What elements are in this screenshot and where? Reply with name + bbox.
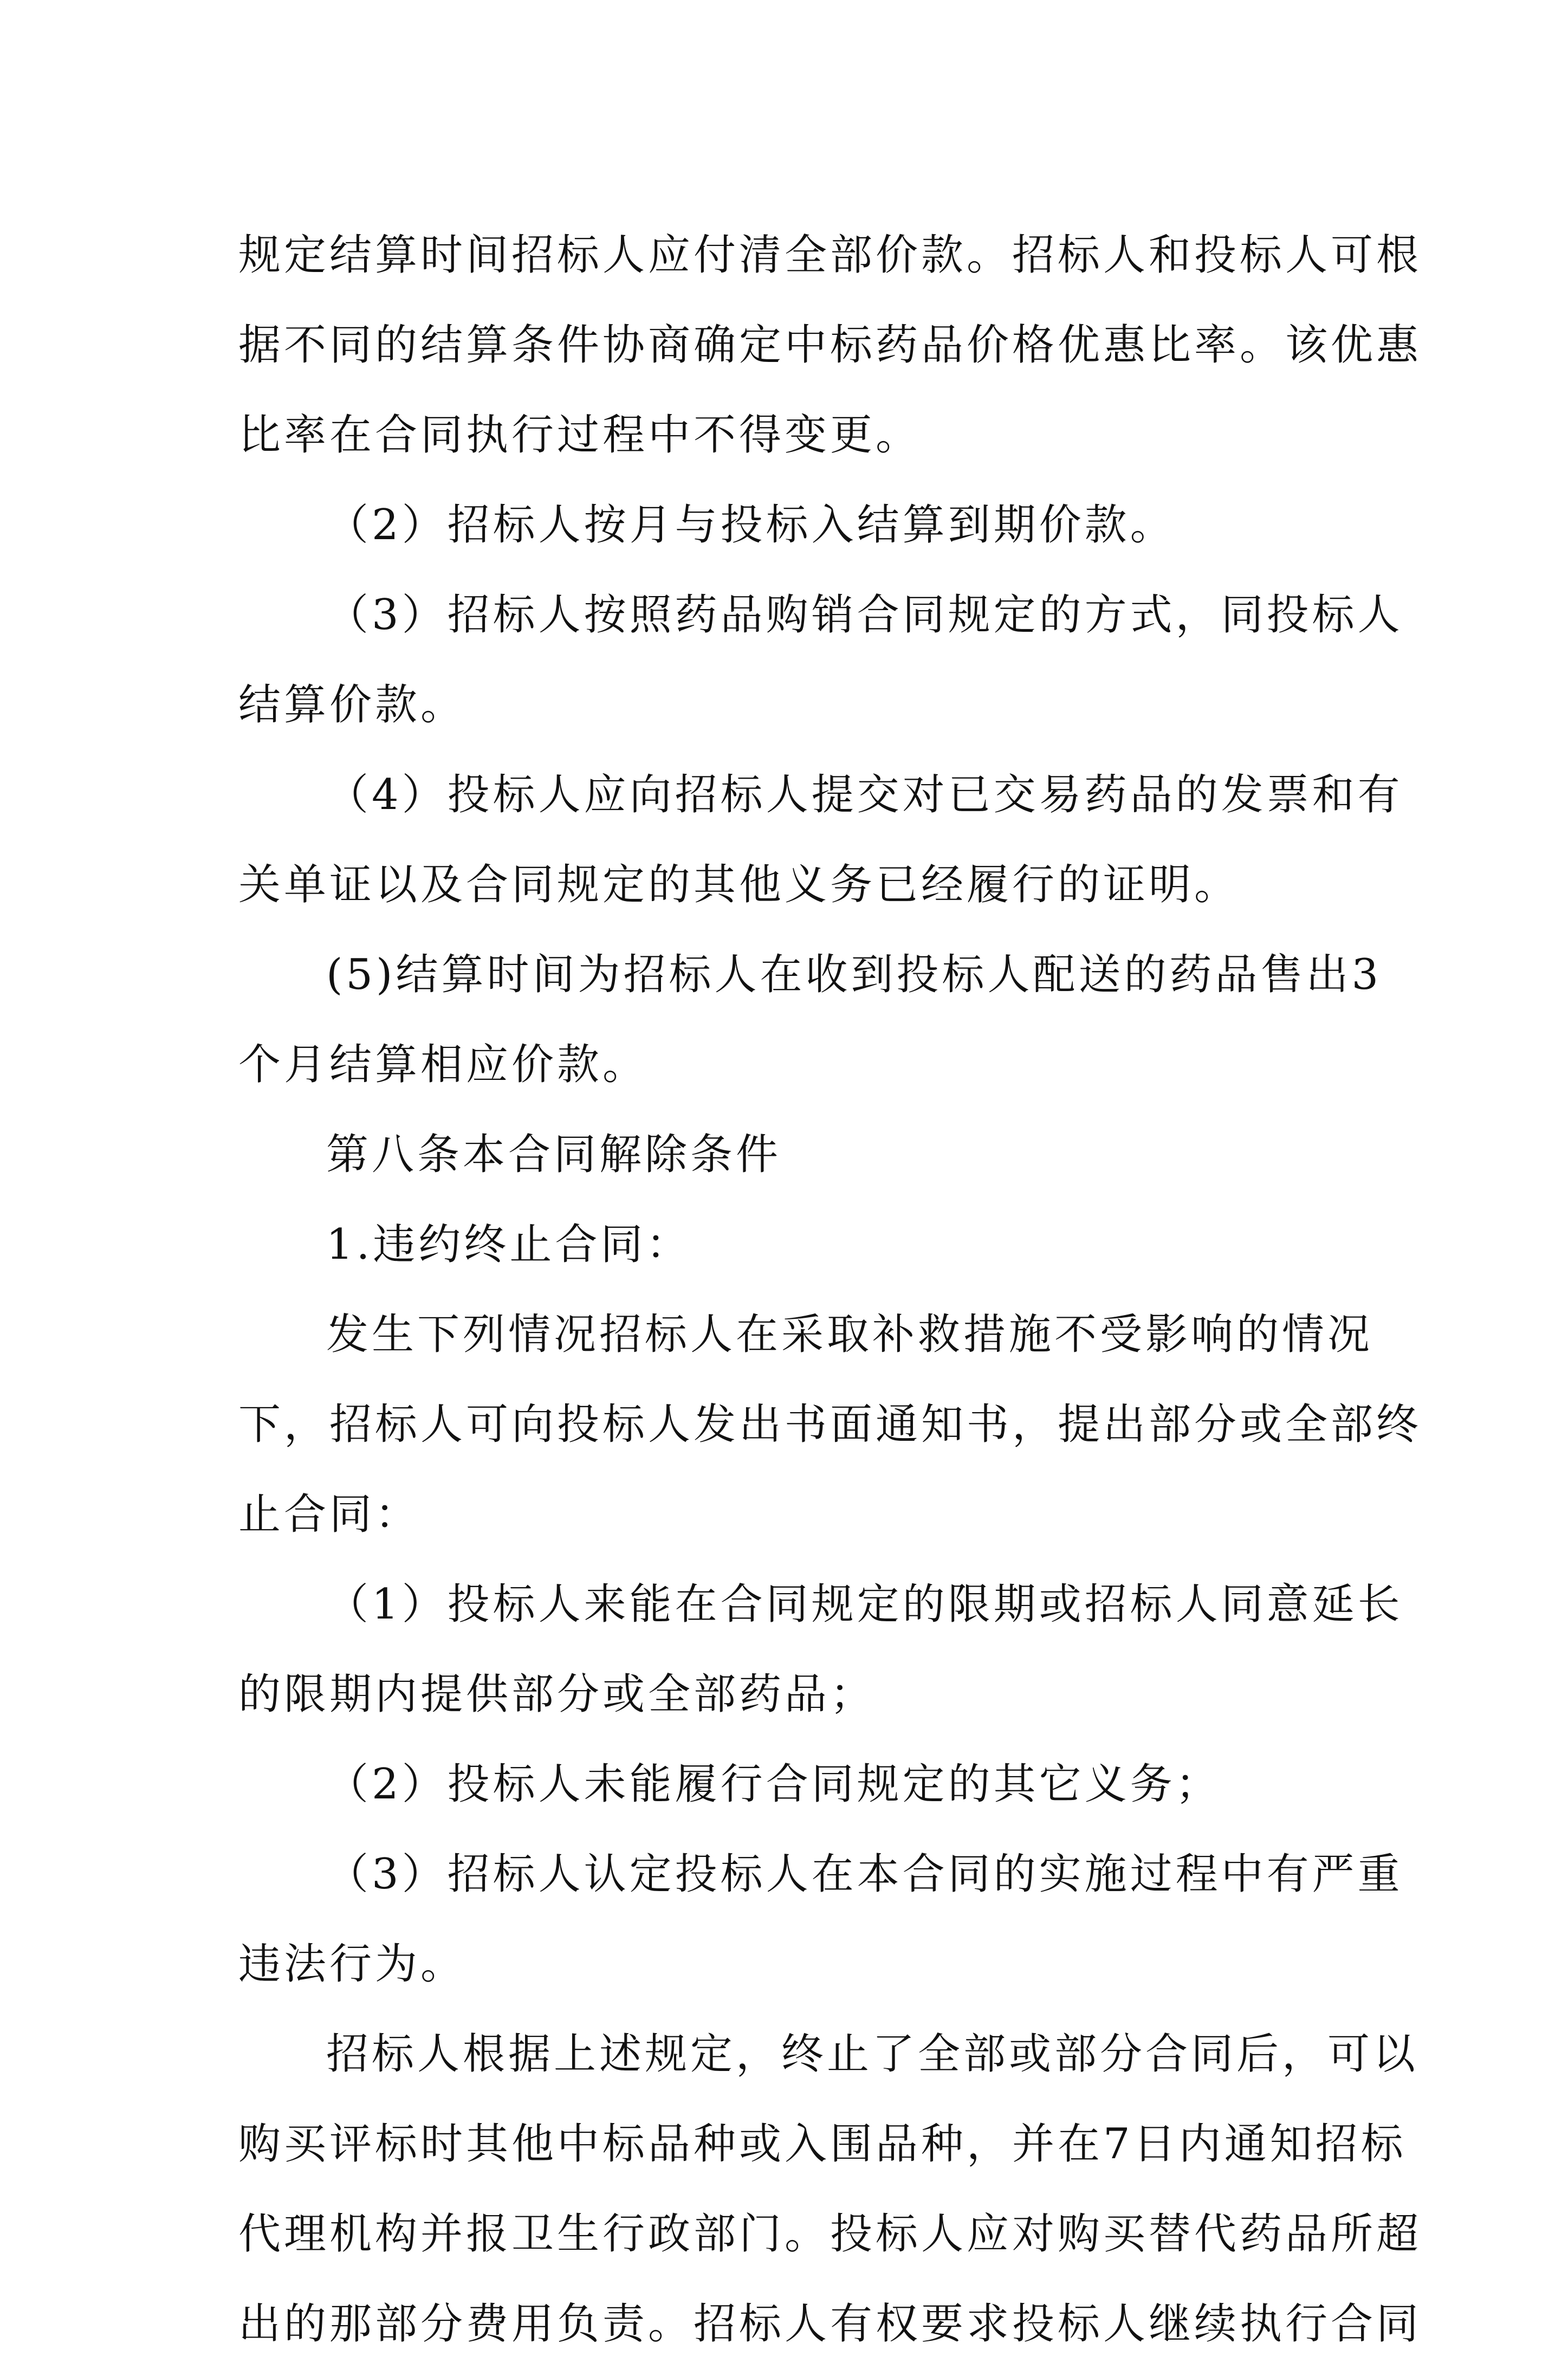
text-line: （3）招标人按照药品购销合同规定的方式，同投标人	[326, 591, 1403, 639]
text-line: 出的那部分费用负责。招标人有权要求投标人继续执行合同	[238, 2300, 1422, 2348]
text-line: 结算价款。	[238, 681, 466, 729]
text-line: 止合同：	[238, 1490, 421, 1539]
text-line: 个月结算相应价款。	[238, 1040, 649, 1089]
text-line: 发生下列情况招标人在采取补救措施不受影响的情况	[326, 1310, 1373, 1359]
text-line: 比率在合同执行过程中不得变更。	[238, 411, 922, 459]
text-line: （1）投标人来能在合同规定的限期或招标人同意延长	[326, 1580, 1403, 1629]
body-text	[238, 210, 1422, 2369]
text-line: （4）投标人应向招标人提交对已交易药品的发票和有	[326, 771, 1403, 819]
text-line: 据不同的结算条件协商确定中标药品价格优惠比率。该优惠	[238, 321, 1422, 370]
text-line: 代理机构并报卫生行政部门。投标人应对购买替代药品所超	[238, 2210, 1422, 2258]
text-line: 1.违约终止合同：	[326, 1220, 692, 1269]
text-line: (5)结算时间为招标人在收到投标人配送的药品售出3	[326, 950, 1382, 999]
text-line: （2）招标人按月与投标入结算到期价款。	[326, 501, 1176, 549]
text-line: 下，招标人可向投标人发出书面通知书，提出部分或全部终	[238, 1400, 1422, 1449]
text-line: 招标人根据上述规定，终止了全部或部分合同后，可以	[326, 2030, 1419, 2079]
text-line: （2）投标人未能履行合同规定的其它义务；	[326, 1760, 1221, 1809]
text-line: 违法行为。	[238, 1940, 466, 1989]
text-line: 的限期内提供部分或全部药品；	[238, 1670, 876, 1719]
text-line: （3）招标人认定投标人在本合同的实施过程中有严重	[326, 1850, 1403, 1899]
text-line: 购买评标时其他中标品种或入围品种，并在7日内通知招标	[238, 2120, 1407, 2169]
text-line: 规定结算时间招标人应付清全部价款。招标人和投标人可根	[238, 231, 1422, 280]
text-line: 关单证以及合同规定的其他义务已经履行的证明。	[238, 860, 1240, 909]
text-line: 第八条本合同解除条件	[326, 1130, 782, 1179]
